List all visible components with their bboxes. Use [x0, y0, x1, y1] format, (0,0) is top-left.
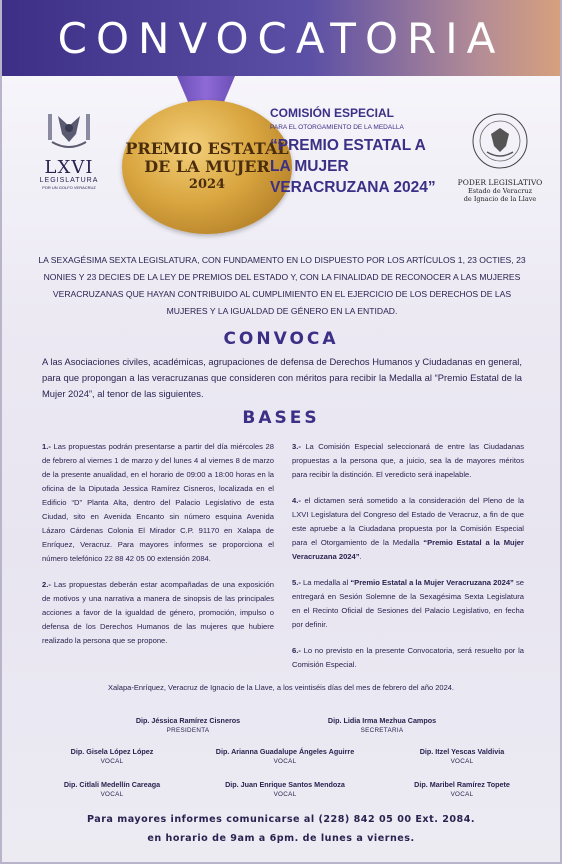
convoca-heading: CONVOCA	[223, 329, 339, 349]
signature-name: Dip. Juan Enrique Santos Mendoza	[225, 780, 345, 789]
base-6-text: Lo no previsto en la presente Convocatoria, será resuelto por la Comisión Especial.	[292, 646, 524, 669]
base-4	[292, 494, 524, 564]
legislatura-logo	[36, 112, 102, 190]
signature-name: Dip. Lidia Irma Mezhua Campos	[327, 716, 437, 725]
base-3-number: 3.-	[292, 442, 301, 451]
signature-role: VOCAL	[100, 791, 124, 798]
legislatura-tagline: POR UN GOLFO VERACRUZ	[42, 185, 96, 190]
signature-name: Dip. Gisela López López	[70, 747, 154, 756]
base-4-award: “Premio Estatal a la Mujer Veracruzana 2024”	[292, 538, 524, 561]
signature-vocal-3	[392, 747, 532, 765]
base-1-number: 1.-	[42, 442, 51, 451]
base-6	[292, 644, 524, 672]
base-5	[292, 576, 524, 632]
medal-image	[122, 100, 292, 234]
base-4-end: .	[359, 552, 362, 561]
bases-right-column	[292, 440, 524, 684]
poder-legislativo-logo	[454, 112, 546, 203]
signature-vocal-1	[42, 747, 182, 765]
comision-block	[270, 106, 440, 198]
signature-role: SECRETARIA	[360, 727, 404, 734]
base-1	[42, 440, 274, 566]
award-name: “PREMIO ESTATAL A LA MUJER VERACRUZANA 2024”	[270, 137, 436, 196]
base-6-number: 6.-	[292, 646, 301, 655]
signature-role: VOCAL	[100, 758, 124, 765]
legislatura-number: LXVI	[44, 157, 94, 178]
convoca-paragraph: A las Asociaciones civiles, académicas, agrupaciones de defensa de Derechos Humanos y Ciudadanas en general, para que propongan a las veracruzanas que consideren con méritos para recibir la Medalla al “Premio Estatal de la Mujer 2024”, al tenor de las siguientes.	[42, 356, 522, 399]
base-3	[292, 440, 524, 482]
intro-paragraph: LA SEXAGÉSIMA SEXTA LEGISLATURA, CON FUNDAMENTO EN LO DISPUESTO POR LOS ARTÍCULOS 1, 23 OCTIES, 23 NONIES Y 23 DECIES DE LA LEY DE PREMIOS DEL ESTADO Y, CON LA FINALIDAD DE RECONOCER A LAS MUJERES VERACRUZANAS QUE HAYAN CONTRIBUIDO AL CUMPLIMIENTO EN EL EJERCICIO DE LOS DERECHOS DE LAS MUJERES Y LA IGUALDAD DE GÉNERO EN LA ENTIDAD.	[38, 255, 526, 316]
banner-title: CONVOCATORIA	[57, 13, 505, 63]
signature-vocal-2	[190, 747, 380, 765]
contact-info	[2, 810, 560, 848]
poder-state-full: de Ignacio de la Llave	[463, 195, 537, 203]
signature-role: VOCAL	[273, 791, 297, 798]
signature-name: Dip. Itzel Yescas Valdivia	[419, 747, 505, 756]
base-5-award: “Premio Estatal a la Mujer Veracruzana 2024”	[350, 578, 514, 587]
medal-text-line3: 2024	[188, 177, 226, 192]
signature-role: VOCAL	[450, 758, 474, 765]
contact-phone: Para mayores informes comunicarse al (228) 842 05 00 Ext. 2084.	[86, 814, 476, 825]
contact-hours: en horario de 9am a 6pm. de lunes a viernes.	[147, 833, 415, 844]
signature-secretaria	[302, 716, 462, 734]
base-3-text: La Comisión Especial seleccionará de entre las Ciudadanas propuestas a la persona que, a juicio, sea la de mayores méritos para recibir la distinción. El veredicto será inapelable.	[292, 442, 524, 479]
base-5-text: se entregará en Sesión Solemne de la Sexagésima Sexta Legislatura en el Recinto Oficial de Sesiones del Palacio Legislativo, en fecha por definir.	[292, 578, 524, 629]
eagle-emblem-icon	[42, 112, 96, 154]
signature-name: Dip. Jéssica Ramírez Cisneros	[135, 716, 241, 725]
header-banner	[2, 0, 560, 76]
base-2-text: Las propuestas deberán estar acompañadas de una exposición de motivos y una narrativa a manera de sinopsis de las principales acciones a favor de la igualdad de género, promoción, impulso o defensa de los Derechos Humanos de las mujeres que hubiere realizado la persona que se propone.	[42, 580, 274, 645]
legislatura-label: LEGISLATURA	[39, 177, 99, 184]
comision-title: COMISIÓN ESPECIAL	[270, 106, 395, 120]
national-seal-icon	[471, 112, 529, 170]
signature-role: PRESIDENTA	[166, 727, 210, 734]
signature-role: VOCAL	[273, 758, 297, 765]
signature-vocal-6	[392, 780, 532, 798]
date-location: Xalapa-Enríquez, Veracruz de Ignacio de la Llave, a los veintiséis días del mes de febrero del año 2024.	[107, 683, 455, 692]
base-5-pre: La medalla al	[300, 578, 351, 587]
base-4-number: 4.-	[292, 496, 301, 505]
signature-vocal-5	[190, 780, 380, 798]
signature-vocal-4	[42, 780, 182, 798]
base-5-number: 5.-	[292, 578, 301, 587]
base-2	[42, 578, 274, 648]
signature-presidenta	[108, 716, 268, 734]
base-1-text: Las propuestas podrán presentarse a partir del día miércoles 28 de febrero al viernes 1 de marzo y del lunes 4 al viernes 8 de marzo de la presente anualidad, en el horario de 09:00 a 18:00 horas en la oficina de la Diputada Jessica Ramírez Cisneros, localizada en el Edificio “D” Planta Alta, dentro del Palacio Legislativo de esta Ciudad, sito en Avenida Encanto sin número esquina Avenida Lázaro Cárdenas Colonia El Mirador C.P. 91170 en Xalapa de Enríquez, Veracruz. Para mayores informes se proporciona el número telefónico 22 88 42 05 00 extensión 2084.	[42, 442, 274, 563]
base-2-number: 2.-	[42, 580, 51, 589]
poder-title: PODER LEGISLATIVO	[457, 178, 543, 187]
medal-text-line1: PREMIO ESTATAL	[125, 139, 289, 158]
base-4-text: el dictamen será sometido a la consideración del Pleno de la LXVI Legislatura del Congreso del Estado de Veracruz, a fin de que este apruebe a la Ciudadana propuesta por la Comisión Especial para el Otorgamiento de la Medalla	[292, 496, 524, 547]
medal-text-line2: DE LA MUJER	[144, 157, 270, 176]
signature-name: Dip. Arianna Guadalupe Ángeles Aguirre	[215, 747, 355, 756]
signature-name: Dip. Maribel Ramírez Topete	[414, 780, 510, 789]
bases-heading: BASES	[242, 408, 320, 428]
signature-role: VOCAL	[450, 791, 474, 798]
bases-left-column	[42, 440, 274, 660]
poder-state: Estado de Veracruz	[467, 187, 533, 195]
signature-name: Dip. Citlali Medellín Careaga	[63, 780, 161, 789]
comision-subtitle: PARA EL OTORGAMIENTO DE LA MEDALLA	[270, 124, 404, 131]
